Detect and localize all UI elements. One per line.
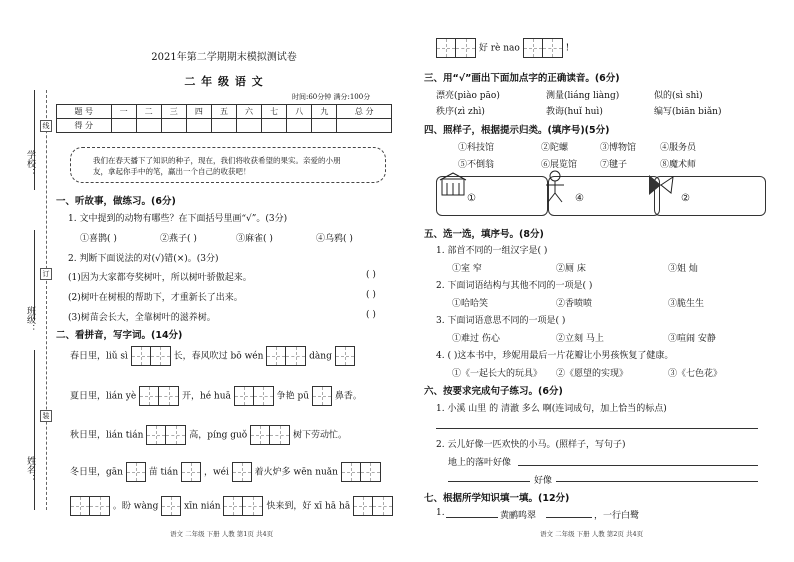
word-option: ⑥展览馆 — [541, 160, 578, 170]
category-number: ② — [681, 193, 690, 204]
option[interactable]: ③姐 灿 — [668, 264, 698, 274]
score-cell: 二 — [136, 105, 161, 119]
pinyin-choice[interactable]: 秩序(zì zhì) — [436, 107, 485, 117]
option[interactable]: ①哈哈笑 — [452, 299, 489, 309]
answer-line[interactable] — [448, 481, 530, 482]
pinyin-row — [70, 386, 362, 406]
pinyin-choice[interactable]: 编写(biān biǎn) — [654, 107, 722, 117]
char-boxes[interactable] — [234, 386, 274, 406]
score-table-header-row — [57, 105, 392, 119]
class-label: 班级： — [25, 306, 35, 333]
row-text: ! — [565, 43, 570, 54]
option[interactable]: ②立刻 马上 — [556, 334, 604, 344]
char-boxes[interactable] — [146, 425, 186, 445]
section-heading: 五、选一选，填序号。(8分) — [424, 229, 544, 240]
answer-prompt: 地上的落叶好像 — [448, 458, 512, 468]
person-icon — [541, 169, 569, 205]
char-boxes[interactable] — [139, 386, 179, 406]
char-boxes[interactable] — [126, 462, 146, 482]
row-text: 开，hé huā — [181, 391, 231, 402]
row-text: 高，píng guǒ — [189, 430, 248, 441]
question-text: 4. ( )这本书中，珍妮用最后一片花瓣让小男孩恢复了健康。 — [436, 351, 674, 361]
option[interactable]: ③《七色花》 — [668, 369, 723, 379]
char-boxes[interactable] — [232, 462, 252, 482]
question-text: 2. 下面词语结构与其他不同的一项是( ) — [436, 281, 593, 291]
score-cell: 三 — [161, 105, 186, 119]
exam-title: 2021年第二学期期末模拟测试卷 — [151, 52, 297, 63]
word-option: ②陀螺 — [541, 143, 569, 153]
notice-line: 友，拿起你手中的笔，赢出一个自己的收获吧！ — [93, 167, 251, 176]
pinyin-row — [70, 425, 347, 445]
question-text: 1. 文中提到的动物有哪些？在下面括号里画“√”。(3分) — [68, 214, 288, 224]
section-heading: 六、按要求完成句子练习。(6分) — [424, 386, 563, 397]
char-boxes[interactable] — [353, 496, 393, 516]
option[interactable]: ①《一起长大的玩具》 — [452, 369, 543, 379]
page-footer: 语文 二年级 下册 人教 第1页 共4页 — [170, 530, 274, 538]
row-text: 着火炉多 wēn nuǎn — [254, 467, 338, 478]
score-input[interactable] — [111, 119, 136, 133]
row-text: 快来到，好 xī hā hā — [266, 501, 351, 512]
score-table — [56, 104, 392, 133]
score-input[interactable] — [312, 119, 337, 133]
score-table-score-row — [57, 119, 392, 133]
score-input[interactable] — [211, 119, 236, 133]
option[interactable]: ③麻雀( ) — [236, 234, 273, 244]
question-text: 1. 小溪 山里 的 清澈 多么 啊(连词成句，加上恰当的标点) — [436, 404, 667, 414]
row-text: 好 rè nao — [478, 43, 520, 54]
char-boxes[interactable] — [266, 346, 306, 366]
char-boxes[interactable] — [250, 425, 290, 445]
char-boxes[interactable] — [161, 496, 181, 516]
notice-box — [70, 147, 386, 183]
row-text: 夏日里，lián yè — [70, 391, 137, 402]
category-box[interactable] — [654, 176, 766, 216]
category-number: ① — [467, 193, 476, 204]
option[interactable]: ③脆生生 — [668, 299, 705, 309]
score-input[interactable] — [236, 119, 261, 133]
score-cell: 总 分 — [337, 105, 392, 119]
pinyin-row — [70, 462, 381, 482]
char-boxes[interactable] — [181, 462, 201, 482]
statement: (1)因为大家都夸奖树叶，所以树叶骄傲起来。 — [68, 273, 252, 283]
pinyin-choice[interactable]: 教诲(huǐ huì) — [546, 107, 603, 117]
question-text: ，一行白鹭 — [594, 511, 640, 521]
answer-line[interactable] — [446, 517, 498, 518]
section-heading: 二、看拼音，写字词。(14分) — [56, 330, 183, 341]
row-text: ，wéi — [203, 467, 229, 478]
row-text: 秋日里，lián tián — [70, 430, 144, 441]
statement: (3)树苗会长大，全靠树叶的滋养树。 — [68, 313, 216, 323]
row-text: 树下劳动忙。 — [292, 430, 347, 441]
word-option: ③博物馆 — [600, 143, 637, 153]
option[interactable]: ②燕子( ) — [160, 234, 197, 244]
answer-line[interactable] — [546, 517, 592, 518]
pinyin-row — [70, 346, 355, 366]
answer-paren[interactable]: ( ) — [366, 310, 376, 320]
row-text: 争艳 pū — [276, 391, 310, 402]
option[interactable]: ②香喷喷 — [556, 299, 593, 309]
word-option: ①科技馆 — [458, 143, 495, 153]
row-text: xīn nián — [184, 501, 221, 512]
score-cell: 九 — [312, 105, 337, 119]
name-label: 姓名： — [25, 456, 35, 483]
category-box[interactable] — [548, 176, 660, 216]
score-cell: 五 — [211, 105, 236, 119]
option[interactable]: ②厕 床 — [556, 264, 586, 274]
row-text: 春日里，liǔ sì — [70, 351, 128, 362]
margin-mark: 线 — [40, 120, 52, 132]
question-text: 1. — [436, 508, 445, 518]
question-text: 2. 云儿好像一匹欢快的小马。(照样子，写句子) — [436, 440, 626, 450]
score-cell: 八 — [287, 105, 312, 119]
word-option: ⑤不倒翁 — [458, 160, 495, 170]
binding-line — [46, 90, 47, 510]
score-input[interactable] — [161, 119, 186, 133]
pinyin-choice[interactable]: 似的(sì shì) — [654, 91, 703, 101]
pinyin-row — [70, 496, 393, 516]
margin-mark: 装 — [40, 410, 52, 422]
score-cell: 七 — [262, 105, 287, 119]
section-heading: 四、照样子，根据提示归类。(填序号)(5分) — [424, 125, 610, 136]
toy-icon — [645, 171, 675, 201]
answer-prompt: 好像 — [534, 476, 553, 486]
question-text: 3. 下面词语意思不同的一项是( ) — [436, 316, 566, 326]
option[interactable]: ③喧闹 安静 — [668, 334, 716, 344]
section-heading: 七、根据所学知识填一填。(12分) — [424, 493, 570, 504]
answer-line[interactable] — [556, 481, 758, 482]
char-boxes[interactable] — [131, 346, 171, 366]
score-cell: 四 — [186, 105, 211, 119]
pinyin-choice[interactable]: 测量(liáng liàng) — [546, 91, 620, 101]
answer-line[interactable] — [518, 465, 758, 466]
margin-mark: 订 — [40, 268, 52, 280]
row-text: 苗 tián — [148, 467, 179, 478]
word-option: ⑦毽子 — [600, 160, 628, 170]
char-boxes[interactable] — [523, 38, 563, 58]
pinyin-choice[interactable]: 漂亮(piào pāo) — [436, 91, 500, 101]
answer-line[interactable] — [436, 428, 758, 429]
school-label: 学校： — [25, 150, 35, 177]
question-text: 2. 判断下面说法的对(√)错(×)。(3分) — [68, 254, 219, 264]
char-boxes[interactable] — [341, 462, 381, 482]
option[interactable]: ①室 窄 — [452, 264, 482, 274]
char-boxes[interactable] — [70, 496, 110, 516]
score-input[interactable] — [287, 119, 312, 133]
score-cell: 得 分 — [57, 119, 112, 133]
margin-rule — [34, 350, 35, 510]
row-text: 长，春风吹过 bō wén — [173, 351, 264, 362]
score-cell: 六 — [236, 105, 261, 119]
section-heading: 三、用“√”画出下面加点字的正确读音。(6分) — [424, 73, 620, 84]
row-text: 冬日里，gān — [70, 467, 123, 478]
char-boxes[interactable] — [436, 38, 476, 58]
time-score: 时间:60分钟 满分:100分 — [292, 93, 371, 101]
char-boxes[interactable] — [223, 496, 263, 516]
option[interactable]: ①难过 伤心 — [452, 334, 500, 344]
row-text: 。盼 wàng — [112, 501, 159, 512]
row-text: 鼻香。 — [334, 391, 362, 402]
option[interactable]: ①喜鹊( ) — [80, 234, 117, 244]
answer-paren[interactable]: ( ) — [366, 270, 376, 280]
word-option: ④服务员 — [660, 143, 697, 153]
score-input[interactable] — [186, 119, 211, 133]
question-text: 黄鹂鸣翠 — [500, 511, 537, 521]
notice-line: 我们在春天播下了知识的种子，现在，我们将收获希望的果实。亲爱的小朋 — [93, 156, 341, 165]
page-footer: 语文 二年级 下册 人教 第2页 共4页 — [540, 530, 644, 538]
option[interactable]: ④乌鸦( ) — [316, 234, 353, 244]
score-cell: 题 号 — [57, 105, 112, 119]
score-input[interactable] — [262, 119, 287, 133]
row-text: dàng — [309, 351, 332, 362]
category-number: ④ — [575, 193, 584, 204]
subject-title: 二 年 级 语 文 — [184, 75, 264, 88]
answer-paren[interactable]: ( ) — [366, 290, 376, 300]
question-text: 1. 部首不同的一组汉字是( ) — [436, 246, 548, 256]
section-heading: 一、听故事，做练习。(6分) — [56, 196, 176, 207]
score-input[interactable] — [337, 119, 392, 133]
pinyin-row — [436, 38, 569, 58]
option[interactable]: ②《愿望的实现》 — [556, 369, 629, 379]
word-option: ⑧魔术师 — [660, 160, 697, 170]
char-boxes[interactable] — [335, 346, 355, 366]
char-boxes[interactable] — [312, 386, 332, 406]
score-input[interactable] — [136, 119, 161, 133]
statement: (2)树叶在树根的帮助下，才重新长了出来。 — [68, 293, 243, 303]
score-cell: 一 — [111, 105, 136, 119]
category-box[interactable] — [436, 176, 548, 216]
building-icon — [439, 171, 467, 201]
